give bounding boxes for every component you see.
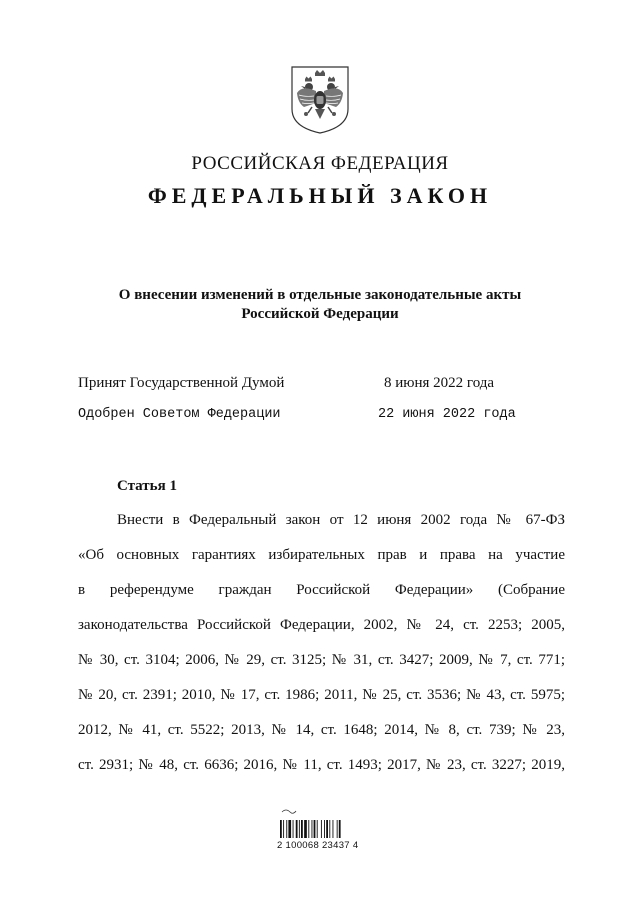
article-text-line: Внести в Федеральный закон от 12 июня 2002 года № 67-ФЗ bbox=[117, 512, 565, 528]
coat-of-arms-emblem bbox=[288, 63, 352, 135]
barcode-bar bbox=[324, 820, 325, 838]
barcode-bar bbox=[288, 820, 291, 838]
barcode-bar bbox=[296, 820, 298, 838]
law-type-heading: ФЕДЕРАЛЬНЫЙ ЗАКОН bbox=[147, 183, 493, 208]
federation-council-label: Одобрен Советом Федерации bbox=[78, 407, 281, 422]
duma-adoption-label: Принят Государственной Думой bbox=[78, 375, 285, 391]
law-title-line-2: Российской Федерации bbox=[241, 306, 399, 322]
barcode-bar bbox=[326, 820, 328, 838]
signature-mark bbox=[282, 810, 296, 813]
barcode-bar bbox=[314, 820, 316, 838]
article-text-line: «Об основных гарантиях избирательных прав и права на участие bbox=[78, 547, 565, 563]
law-title-line-1: О внесении изменений в отдельные законодательные акты bbox=[118, 287, 522, 303]
barcode-bar bbox=[283, 820, 284, 838]
barcode-bar bbox=[293, 820, 294, 838]
double-headed-eagle-icon bbox=[288, 63, 352, 135]
barcode-number: 2 100068 23437 4 bbox=[277, 840, 359, 851]
article-text-line: 2012, № 41, ст. 5522; 2013, № 14, ст. 1648; 2014, № 8, ст. 739; № 23, bbox=[78, 722, 565, 738]
barcode-bar bbox=[317, 820, 318, 838]
barcode-icon bbox=[270, 808, 374, 840]
barcode-bar bbox=[321, 820, 322, 838]
duma-adoption-date: 8 июня 2022 года bbox=[384, 375, 495, 391]
article-text-line: ст. 2931; № 48, ст. 6636; 2016, № 11, ст. 1493; 2017, № 23, ст. 3227; 2019, bbox=[78, 757, 565, 773]
article-text-line: № 20, ст. 2391; 2010, № 17, ст. 1986; 2011, № 25, ст. 3536; № 43, ст. 5975; bbox=[78, 687, 565, 703]
barcode-bar bbox=[339, 820, 341, 838]
barcode-bar bbox=[333, 820, 334, 838]
federation-council-date: 22 июня 2022 года bbox=[378, 407, 516, 422]
barcode-bar bbox=[299, 820, 300, 838]
country-name: РОССИЙСКАЯ ФЕДЕРАЦИЯ bbox=[191, 153, 449, 174]
barcode-bar bbox=[329, 820, 330, 838]
barcode-bar bbox=[286, 820, 287, 838]
article-heading: Статья 1 bbox=[117, 478, 177, 494]
barcode-bar bbox=[312, 820, 313, 838]
barcode-bar bbox=[308, 820, 309, 838]
barcode-bar bbox=[304, 820, 307, 838]
article-text-line: законодательства Российской Федерации, 2002, № 24, ст. 2253; 2005, bbox=[78, 617, 565, 633]
barcode-bar bbox=[301, 820, 303, 838]
barcode-bar bbox=[337, 820, 338, 838]
article-text-line: в референдуме граждан Российской Федерации» (Собрание bbox=[78, 582, 565, 598]
article-text-line: № 30, ст. 3104; 2006, № 29, ст. 3125; № 31, ст. 3427; 2009, № 7, ст. 771; bbox=[78, 652, 565, 668]
barcode-bar bbox=[280, 820, 282, 838]
